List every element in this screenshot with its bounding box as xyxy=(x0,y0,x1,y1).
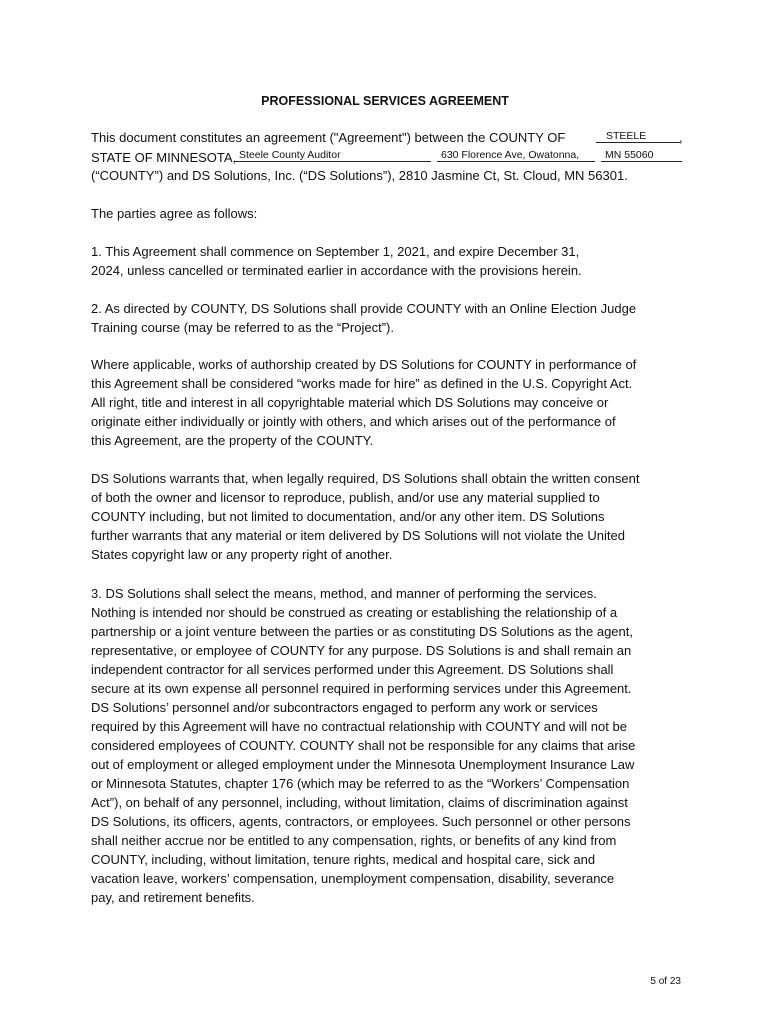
text-line: States copyright law or any property right of another. xyxy=(91,547,393,562)
text-line: All right, title and interest in all copyrightable material which DS Solutions may conceive or xyxy=(91,395,609,410)
text-line: 1. This Agreement shall commence on September 1, 2021, and expire December 31, xyxy=(91,244,580,259)
section-3-paragraph xyxy=(91,584,681,907)
text-line: 2. As directed by COUNTY, DS Solutions shall provide COUNTY with an Online Election Judge xyxy=(91,301,637,316)
text-line: vacation leave, workers’ compensation, unemployment compensation, disability, severance xyxy=(91,871,615,886)
text-line: DS Solutions, its officers, agents, contractors, or employees. Such personnel or other persons xyxy=(91,814,631,829)
text-line: this Agreement, are the property of the COUNTY. xyxy=(91,433,374,448)
text-line: or Minnesota Statutes, chapter 176 (which may be referred to as the “Workers’ Compensation xyxy=(91,776,630,791)
text-line: shall neither accrue nor be entitled to any compensation, rights, or benefits of any kind from xyxy=(91,833,617,848)
works-for-hire-paragraph xyxy=(91,355,681,450)
text-line: DS Solutions’ personnel and/or subcontractors engaged to perform any work or services xyxy=(91,700,598,715)
text-line: pay, and retirement benefits. xyxy=(91,890,255,905)
text-line: representative, or employee of COUNTY for any purpose. DS Solutions is and shall remain an xyxy=(91,643,632,658)
text-line: COUNTY including, but not limited to documentation, and/or any other item. DS Solutions xyxy=(91,509,605,524)
intro-line-3: (“COUNTY”) and DS Solutions, Inc. (“DS Solutions”), 2810 Jasmine Ct, St. Cloud, MN 56301. xyxy=(91,168,628,183)
text-line: further warrants that any material or item delivered by DS Solutions will not violate the United xyxy=(91,528,625,543)
text-line: this Agreement shall be considered “works made for hire” as defined in the U.S. Copyright Act. xyxy=(91,376,633,391)
text-line: originate either individually or jointly with others, and which arises out of the performance of xyxy=(91,414,616,429)
section-2-paragraph xyxy=(91,299,681,337)
text-line: required by this Agreement will have no contractual relationship with COUNTY and will not be xyxy=(91,719,627,734)
text-line: secure at its own expense all personnel required in performing services under this Agreement. xyxy=(91,681,632,696)
text-line: COUNTY, including, without limitation, tenure rights, medical and hospital care, sick and xyxy=(91,852,596,867)
text-line: Training course (may be referred to as the “Project”). xyxy=(91,320,394,335)
text-line: Act”), on behalf of any personnel, including, without limitation, claims of discrimination against xyxy=(91,795,628,810)
state-zip-field[interactable]: MN 55060 xyxy=(601,148,682,162)
section-1-paragraph xyxy=(91,242,681,280)
auditor-field[interactable]: Steele County Auditor xyxy=(235,148,431,162)
document-title: PROFESSIONAL SERVICES AGREEMENT xyxy=(261,94,509,108)
text-line: 2024, unless cancelled or terminated earlier in accordance with the provisions herein. xyxy=(91,263,582,278)
text-line: Nothing is intended nor should be construed as creating or establishing the relationship of a xyxy=(91,605,618,620)
text-line: Where applicable, works of authorship created by DS Solutions for COUNTY in performance of xyxy=(91,357,637,372)
text-line: of both the owner and licensor to reproduce, publish, and/or use any material supplied to xyxy=(91,490,600,505)
text-line: 3. DS Solutions shall select the means, method, and manner of performing the services. xyxy=(91,586,597,601)
text-line: out of employment or alleged employment under the Minnesota Unemployment Insurance Law xyxy=(91,757,635,772)
parties-agree-text: The parties agree as follows: xyxy=(91,206,258,221)
intro-line-1: This document constitutes an agreement ("Agreement") between the COUNTY OF xyxy=(91,130,566,145)
intro-line-1-comma: , xyxy=(679,130,683,145)
text-line: independent contractor for all services performed under this Agreement. DS Solutions shall xyxy=(91,662,614,677)
text-line: DS Solutions warrants that, when legally required, DS Solutions shall obtain the written consent xyxy=(91,471,640,486)
intro-line-2: STATE OF MINNESOTA, xyxy=(91,150,237,165)
text-line: partnership or a joint venture between the parties or as constituting DS Solutions as the agent, xyxy=(91,624,633,639)
text-line: considered employees of COUNTY. COUNTY shall not be responsible for any claims that arise xyxy=(91,738,636,753)
county-name-field[interactable]: STEELE xyxy=(596,129,680,143)
warranty-paragraph xyxy=(91,469,681,564)
page-number: 5 of 23 xyxy=(650,976,681,987)
address-field[interactable]: 630 Florence Ave, Owatonna, xyxy=(437,148,595,162)
